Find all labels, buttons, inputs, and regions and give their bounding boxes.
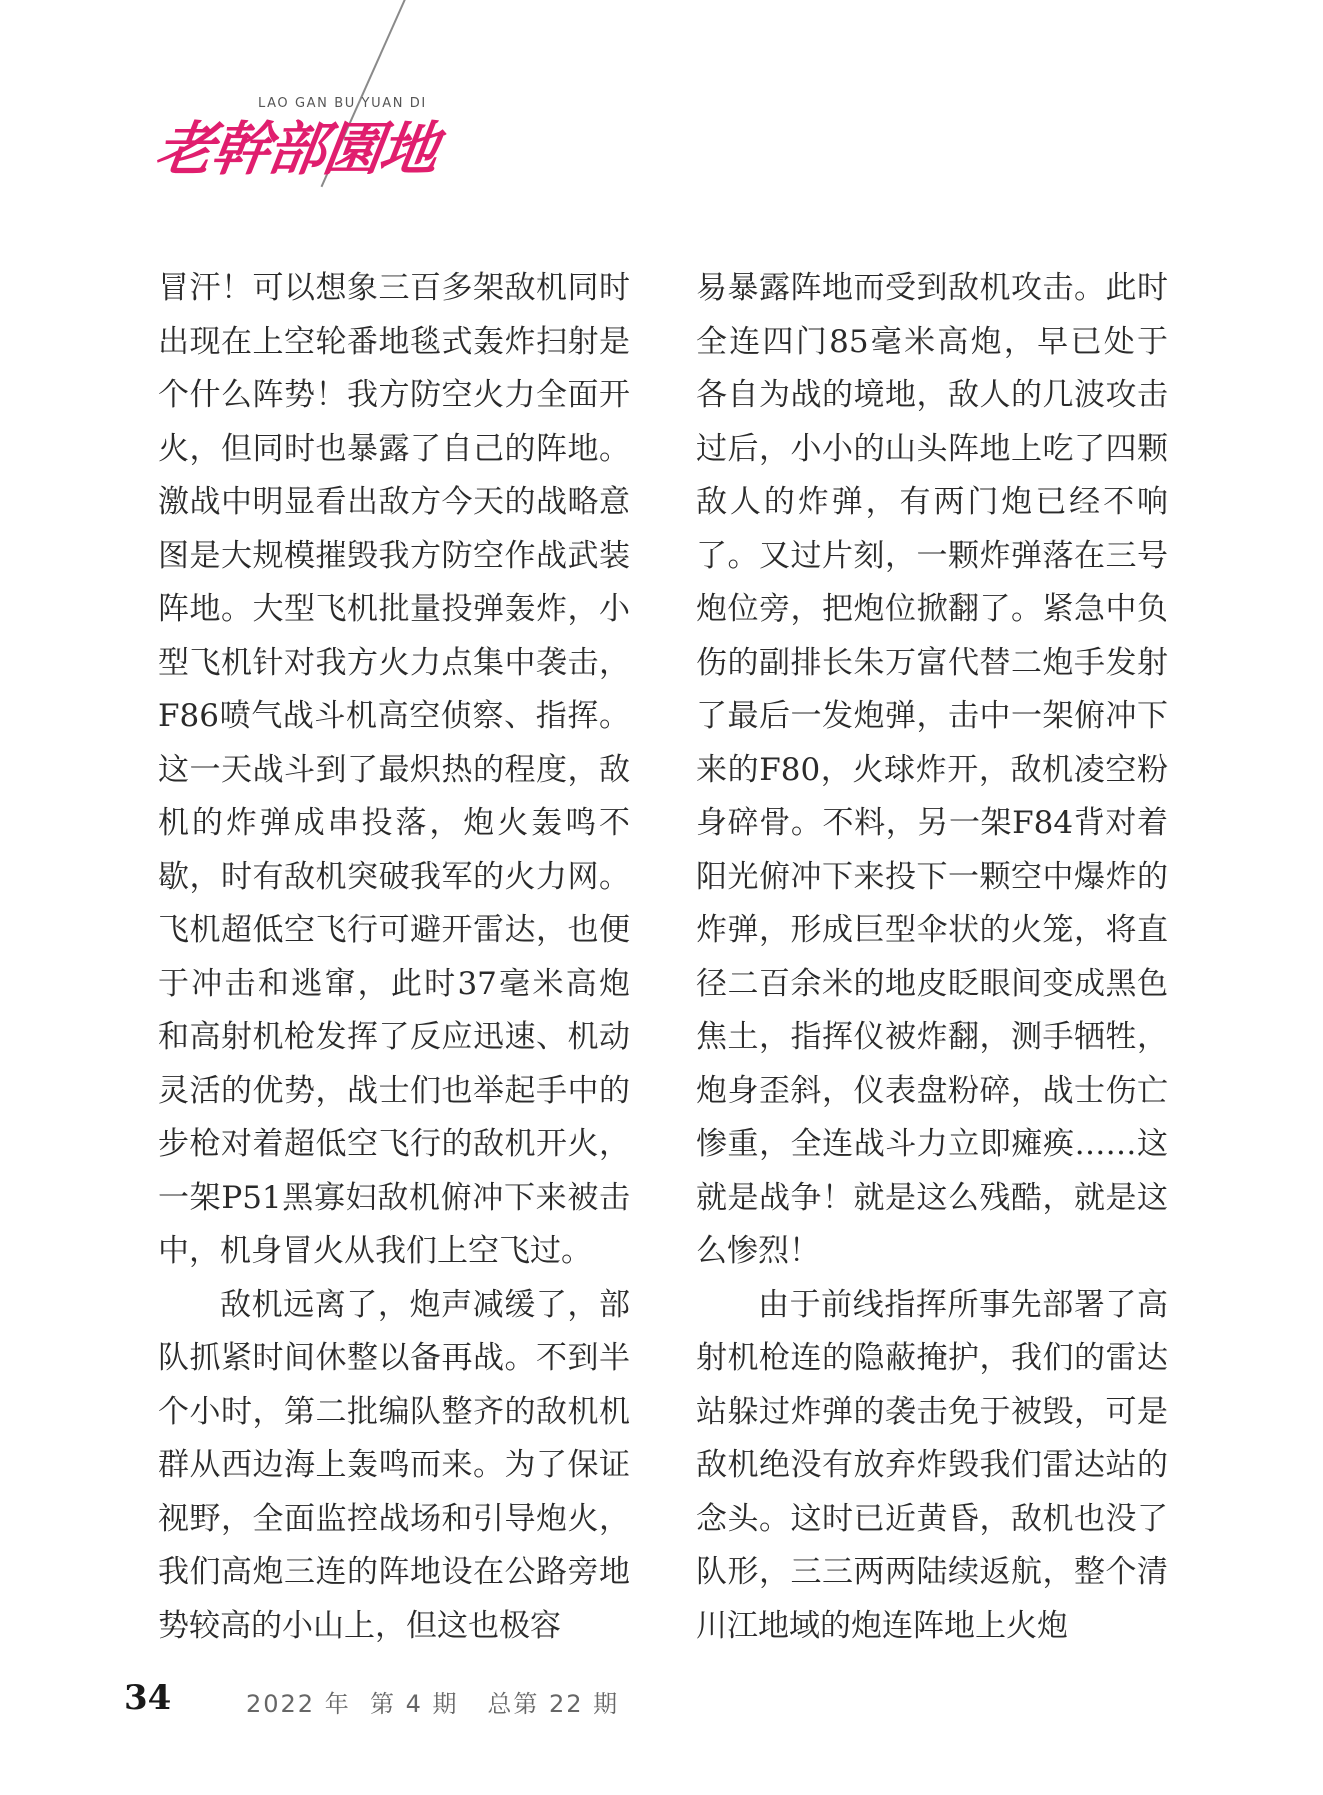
- paragraph: 由于前线指挥所事先部署了高射机枪连的隐蔽掩护，我们的雷达站躲过炸弹的袭击免于被毁，可是敌机绝没有放弃炸毁我们雷达站的念头。这时已近黄昏，敌机也没了队形，三三两两陆续返航，整个清川江地域的炮连阵地上火炮: [696, 1286, 1168, 1644]
- issue-info: 2022 年 第 4 期 总第 22 期: [246, 1690, 620, 1718]
- paragraph: 易暴露阵地而受到敌机攻击。此时全连四门85毫米高炮，早已处于各自为战的境地，敌人的几波攻击过后，小小的山头阵地上吃了四颗敌人的炸弹，有两门炮已经不响了。又过片刻，一颗炸弹落在三号炮位旁，把炮位掀翻了。紧急中负伤的副排长朱万富代替二炮手发射了最后一发炮弹，击中一架俯冲下来的F80，火球炸开，敌机凌空粉身碎骨。不料，另一架F84背对着阳光俯冲下来投下一颗空中爆炸的炸弹，形成巨型伞状的火笼，将直径二百余米的地皮眨眼间变成黑色焦土，指挥仪被炸翻，测手牺牲，炮身歪斜，仪表盘粉碎，战士伤亡惨重，全连战斗力立即瘫痪……这就是战争！就是这么残酷，就是这么惨烈！: [696, 270, 1168, 1269]
- page-footer: [124, 1678, 744, 1718]
- article-body: [158, 262, 1176, 1652]
- paragraph: 冒汗！可以想象三百多架敌机同时出现在上空轮番地毯式轰炸扫射是个什么阵势！我方防空火力全面开火，但同时也暴露了自己的阵地。激战中明显看出敌方今天的战略意图是大规模摧毁我方防空作战武装阵地。大型飞机批量投弹轰炸，小型飞机针对我方火力点集中袭击，F86喷气战斗机高空侦察、指挥。这一天战斗到了最炽热的程度，敌机的炸弹成串投落，炮火轰鸣不歇，时有敌机突破我军的火力网。飞机超低空飞行可避开雷达，也便于冲击和逃窜，此时37毫米高炮和高射机枪发挥了反应迅速、机动灵活的优势，战士们也举起手中的步枪对着超低空飞行的敌机开火，一架P51黑寡妇敌机俯冲下来被击中，机身冒火从我们上空飞过。: [158, 270, 630, 1269]
- article-column-right: [696, 262, 1168, 1653]
- article-column-left: [158, 262, 630, 1653]
- column-logo: 老幹部園地: [151, 115, 441, 183]
- column-pinyin-title: LAO GAN BU YUAN DI: [258, 96, 427, 111]
- page-number: 34: [124, 1678, 172, 1718]
- paragraph: 敌机远离了，炮声减缓了，部队抓紧时间休整以备再战。不到半个小时，第二批编队整齐的敌机机群从西边海上轰鸣而来。为了保证视野，全面监控战场和引导炮火，我们高炮三连的阵地设在公路旁地势较高的小山上，但这也极容: [158, 1286, 630, 1644]
- masthead: [0, 0, 560, 200]
